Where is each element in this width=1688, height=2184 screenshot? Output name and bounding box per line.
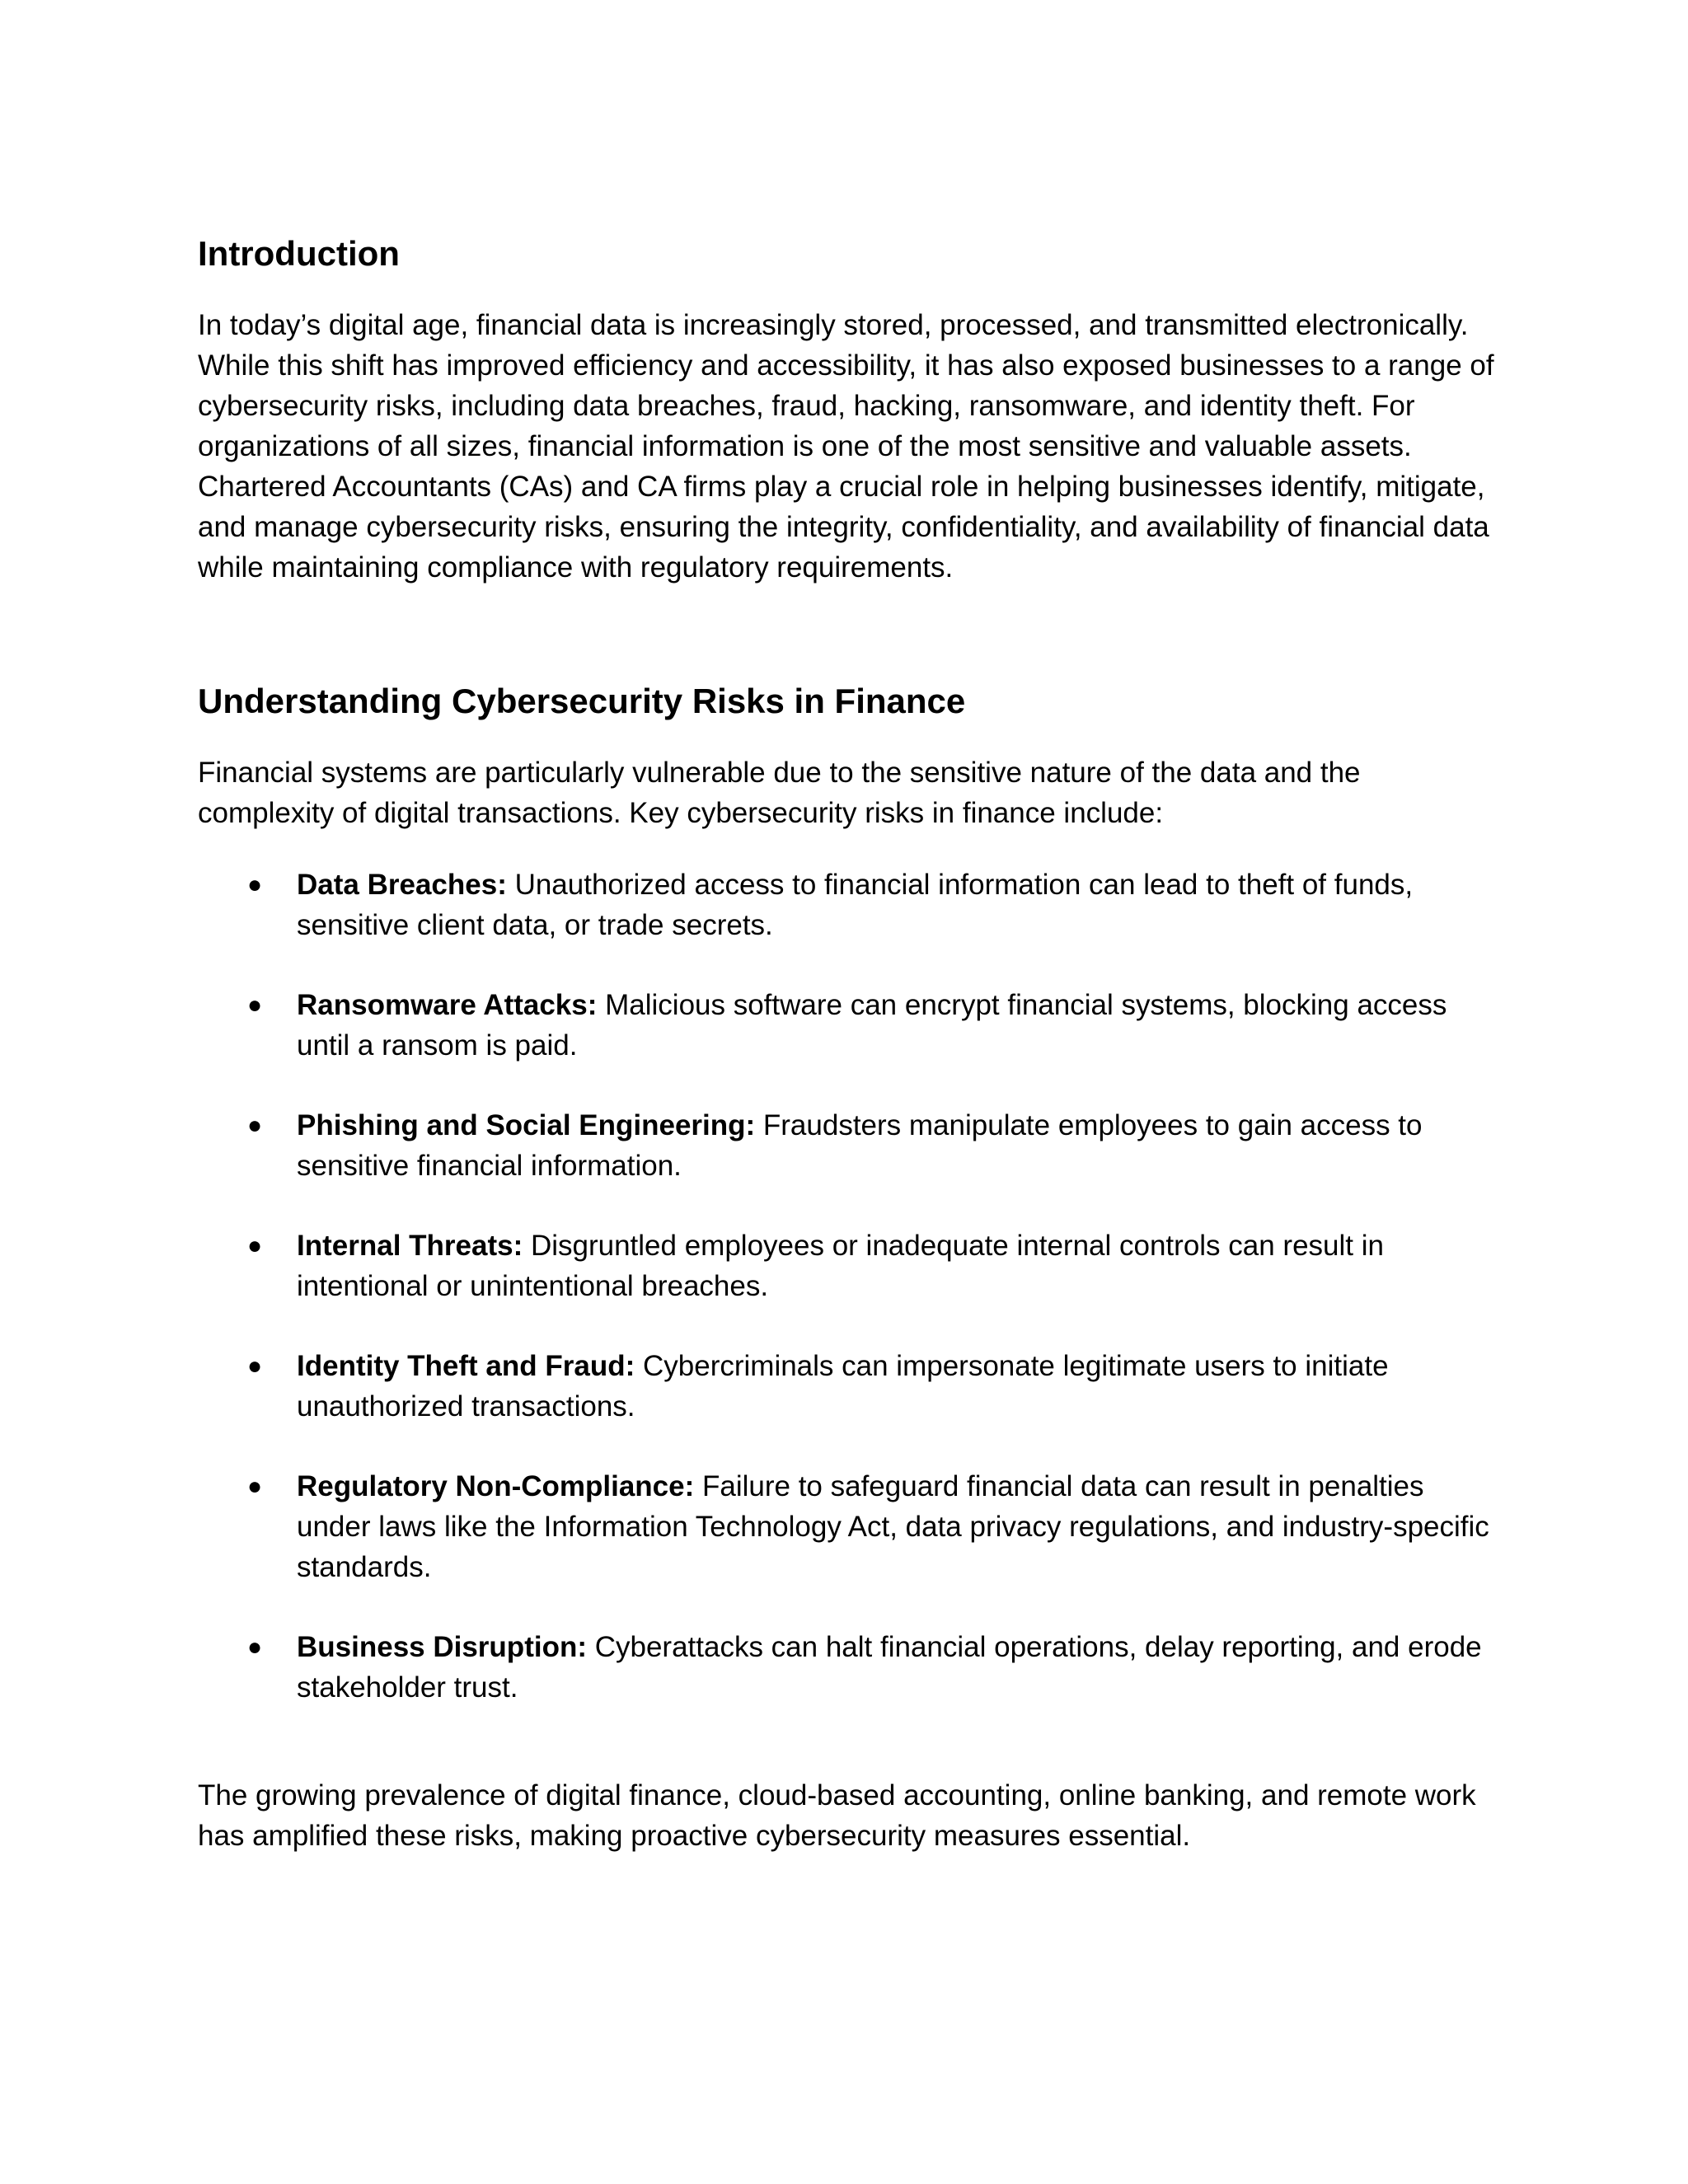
list-item <box>198 1627 1500 1708</box>
risk-description: Cyberattacks can halt financial operations, delay reporting, and erode stakeholder trust. <box>297 1631 1482 1704</box>
intro-heading: Introduction <box>198 234 400 273</box>
document-page <box>198 231 1500 1856</box>
closing-paragraph: The growing prevalence of digital finance, cloud-based accounting, online banking, and remote work has amplified these risks, making proactive cybersecurity measures essential. <box>198 1779 1476 1852</box>
bullet-icon: ● <box>247 1232 263 1259</box>
list-item <box>198 985 1500 1066</box>
bullet-icon: ● <box>247 1112 263 1139</box>
risk-list <box>198 865 1500 1708</box>
list-item <box>198 1105 1500 1186</box>
bullet-icon: ● <box>247 1473 263 1500</box>
risk-term: Phishing and Social Engineering: <box>297 1109 756 1141</box>
bullet-icon: ● <box>247 1352 263 1380</box>
risk-description: Cybercriminals can impersonate legitimate users to initiate unauthorized transactions. <box>297 1350 1389 1422</box>
risk-term: Ransomware Attacks: <box>297 989 598 1021</box>
bullet-icon: ● <box>247 1633 263 1661</box>
list-item <box>198 865 1500 945</box>
section-intro-paragraph: Financial systems are particularly vulnerable due to the sensitive nature of the data and the complexity of digital transactions. Key cybersecurity risks in finance include: <box>198 757 1361 829</box>
risk-term: Regulatory Non-Compliance: <box>297 1470 695 1502</box>
risk-term: Business Disruption: <box>297 1631 587 1663</box>
bullet-icon: ● <box>247 991 263 1019</box>
risk-description: Unauthorized access to financial information can lead to theft of funds, sensitive client data, or trade secrets. <box>297 869 1414 941</box>
risk-description: Failure to safeguard financial data can result in penalties under laws like the Information Technology Act, data privacy regulations, and industry-specific standards. <box>297 1470 1489 1583</box>
risk-term: Internal Threats: <box>297 1230 523 1262</box>
risk-description: Fraudsters manipulate employees to gain access to sensitive financial information. <box>297 1109 1423 1182</box>
risk-description: Disgruntled employees or inadequate internal controls can result in intentional or unintentional breaches. <box>297 1230 1384 1302</box>
section-heading: Understanding Cybersecurity Risks in Finance <box>198 682 966 720</box>
bullet-icon: ● <box>247 871 263 898</box>
list-item <box>198 1346 1500 1427</box>
intro-paragraph: In today’s digital age, financial data is increasingly stored, processed, and transmitted electronically. While this shift has improved efficiency and accessibility, it has also exposed businesses to a range of cybersecurity risks, including data breaches, fraud, hacking, ransomware, and identity theft. For organizations of all sizes, financial information is one of the most sensitive and valuable assets. Chartered Accountants (CAs) and CA firms play a crucial role in helping businesses identify, mitigate, and manage cybersecurity risks, ensuring the integrity, confidentiality, and availability of financial data while maintaining compliance with regulatory requirements. <box>198 309 1494 583</box>
risk-term: Identity Theft and Fraud: <box>297 1350 635 1382</box>
list-item <box>198 1466 1500 1587</box>
list-item <box>198 1226 1500 1306</box>
risk-term: Data Breaches: <box>297 869 507 901</box>
risk-description: Malicious software can encrypt financial systems, blocking access until a ransom is paid. <box>297 989 1447 1062</box>
